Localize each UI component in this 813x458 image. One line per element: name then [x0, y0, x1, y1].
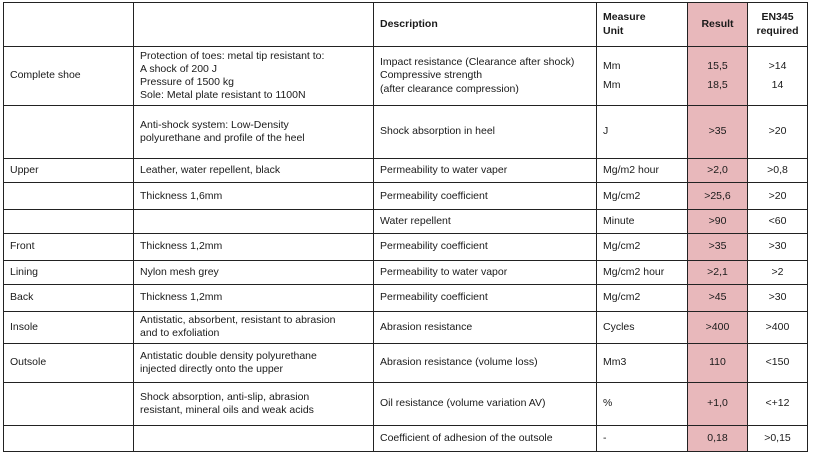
- spec-cell: [134, 209, 374, 233]
- header-measure-unit: [597, 3, 688, 47]
- spec-cell: [134, 311, 374, 344]
- result-cell-line: >90: [708, 214, 727, 227]
- header-measure-unit-line2: Unit: [603, 24, 624, 37]
- result-cell: [688, 234, 748, 260]
- required-cell: [748, 311, 808, 344]
- unit-cell: [597, 106, 688, 159]
- unit-cell: [597, 382, 688, 425]
- result-cell-line: >400: [705, 320, 730, 333]
- description-cell-line: Coefficient of adhesion of the outsole: [380, 431, 553, 444]
- part-cell: Upper: [4, 158, 134, 182]
- result-cell-line: +1,0: [707, 397, 728, 410]
- required-cell: [748, 234, 808, 260]
- required-cell-line: >30: [768, 291, 787, 304]
- result-cell: [688, 106, 748, 159]
- required-cell: [748, 209, 808, 233]
- description-cell: [374, 344, 597, 383]
- spec-cell-line: A shock of 200 J: [140, 62, 218, 75]
- part-cell: [4, 106, 134, 159]
- required-cell: [748, 425, 808, 452]
- table-row: [4, 311, 808, 344]
- result-cell-line: >25,6: [704, 189, 731, 202]
- required-cell: [748, 260, 808, 284]
- spec-cell-line: Antistatic, absorbent, resistant to abrasion: [140, 314, 336, 327]
- description-cell: [374, 183, 597, 209]
- part-cell: Back: [4, 285, 134, 311]
- spec-cell: [134, 234, 374, 260]
- result-cell-line: 0,18: [707, 431, 728, 444]
- spec-cell: [134, 106, 374, 159]
- table-row: [4, 260, 808, 284]
- result-cell-line: >2,0: [707, 164, 728, 177]
- safety-shoe-spec-table: [3, 2, 808, 452]
- result-cell-line: 110: [709, 356, 726, 369]
- description-cell-line: Permeability to water vapor: [380, 265, 508, 278]
- part-cell: [4, 209, 134, 233]
- required-cell: [748, 344, 808, 383]
- spec-cell: [134, 183, 374, 209]
- description-cell-line: Impact resistance (Clearance after shock): [380, 56, 575, 69]
- spec-cell-line: Thickness 1,6mm: [140, 189, 223, 202]
- part-cell: [4, 183, 134, 209]
- unit-cell-line: Mg/cm2: [603, 291, 641, 304]
- result-cell: [688, 425, 748, 452]
- spec-cell: [134, 47, 374, 106]
- header-measure-unit-line1: Measure: [603, 11, 646, 24]
- unit-cell: [597, 209, 688, 233]
- description-cell-line: Abrasion resistance: [380, 320, 473, 333]
- required-cell-line: >0,15: [764, 431, 791, 444]
- unit-cell: [597, 344, 688, 383]
- result-cell: [688, 344, 748, 383]
- spec-cell-line: Protection of toes: metal tip resistant to:: [140, 49, 325, 62]
- spec-cell-line: Pressure of 1500 kg: [140, 76, 234, 88]
- header-spec: [134, 3, 374, 47]
- spec-cell-line: Thickness 1,2mm: [140, 240, 223, 253]
- description-cell-line: Permeability coefficient: [380, 291, 488, 304]
- description-cell: [374, 47, 597, 106]
- description-cell-line: (after clearance compression): [380, 82, 519, 95]
- result-cell: [688, 311, 748, 344]
- result-cell-line: >45: [708, 291, 727, 304]
- result-cell-line: >2,1: [707, 265, 728, 278]
- spec-cell-line: Thickness 1,2mm: [140, 291, 223, 304]
- spec-cell-line: resistant, mineral oils and weak acids: [140, 403, 314, 416]
- header-en345-line2: required: [756, 24, 799, 37]
- unit-cell: [597, 285, 688, 311]
- required-cell: [748, 183, 808, 209]
- spec-cell-line: injected directly onto the upper: [140, 362, 284, 375]
- table-body: [4, 47, 808, 452]
- unit-cell: [597, 260, 688, 284]
- table-row: [4, 209, 808, 233]
- result-cell: [688, 158, 748, 182]
- description-cell-line: Compressive strength: [380, 69, 483, 82]
- required-cell-line: 14: [771, 79, 784, 91]
- required-cell: [748, 47, 808, 106]
- required-cell-line: <60: [768, 214, 787, 227]
- unit-cell-line: Mm: [603, 79, 621, 91]
- unit-cell-line: Mg/m2 hour: [603, 164, 660, 177]
- part-cell: [4, 425, 134, 452]
- header-part: [4, 3, 134, 47]
- unit-cell-line: Mm: [603, 59, 621, 72]
- description-cell: [374, 158, 597, 182]
- header-result: Result: [688, 3, 748, 47]
- description-cell: [374, 209, 597, 233]
- result-cell: [688, 260, 748, 284]
- unit-cell-line: J: [603, 125, 609, 138]
- result-cell: [688, 382, 748, 425]
- description-cell-line: Oil resistance (volume variation AV): [380, 397, 546, 410]
- unit-cell: [597, 183, 688, 209]
- description-cell: [374, 285, 597, 311]
- required-cell: [748, 285, 808, 311]
- result-cell: [688, 183, 748, 209]
- spec-cell-line: Leather, water repellent, black: [140, 164, 281, 177]
- spec-cell: [134, 425, 374, 452]
- unit-cell-line: Mg/cm2 hour: [603, 265, 665, 278]
- required-cell-line: >14: [768, 59, 787, 72]
- description-cell: [374, 425, 597, 452]
- description-cell: [374, 382, 597, 425]
- unit-cell: [597, 311, 688, 344]
- unit-cell-line: Mm3: [603, 356, 627, 369]
- spec-cell-line: Anti-shock system: Low-Density: [140, 118, 289, 131]
- header-description: Description: [374, 3, 597, 47]
- unit-cell-line: Minute: [603, 214, 635, 227]
- spec-table-container: [3, 2, 807, 452]
- table-row: [4, 47, 808, 106]
- result-cell-line: >35: [708, 240, 727, 253]
- description-cell-line: Permeability to water vaper: [380, 164, 508, 177]
- required-cell-line: >0,8: [767, 164, 788, 177]
- unit-cell: [597, 47, 688, 106]
- description-cell-line: Permeability coefficient: [380, 240, 488, 253]
- required-cell: [748, 106, 808, 159]
- table-row: [4, 183, 808, 209]
- part-cell: Lining: [4, 260, 134, 284]
- table-row: [4, 382, 808, 425]
- table-row: [4, 285, 808, 311]
- required-cell: [748, 382, 808, 425]
- spec-cell: [134, 344, 374, 383]
- part-cell: Complete shoe: [4, 47, 134, 106]
- spec-cell-line: Shock absorption, anti-slip, abrasion: [140, 390, 310, 403]
- required-cell-line: >2: [771, 265, 784, 278]
- table-row: [4, 158, 808, 182]
- spec-cell-line: and to exfoliation: [140, 327, 220, 340]
- table-row: [4, 425, 808, 452]
- description-cell: [374, 234, 597, 260]
- required-cell-line: >20: [768, 189, 787, 202]
- result-cell-line: 18,5: [707, 79, 728, 91]
- spec-cell-line: Antistatic double density polyurethane: [140, 349, 317, 362]
- table-row: [4, 106, 808, 159]
- header-en345-line1: EN345: [761, 11, 794, 24]
- table-row: [4, 234, 808, 260]
- description-cell-line: Abrasion resistance (volume loss): [380, 356, 538, 369]
- description-cell-line: Shock absorption in heel: [380, 125, 495, 138]
- result-cell: [688, 209, 748, 233]
- unit-cell-line: Mg/cm2: [603, 189, 641, 202]
- required-cell-line: <150: [765, 356, 790, 369]
- header-en345-required: [748, 3, 808, 47]
- unit-cell-line: Cycles: [603, 320, 635, 333]
- description-cell: [374, 106, 597, 159]
- unit-cell-line: Mg/cm2: [603, 240, 641, 253]
- required-cell: [748, 158, 808, 182]
- unit-cell: [597, 425, 688, 452]
- required-cell-line: >400: [765, 320, 790, 333]
- spec-cell: [134, 158, 374, 182]
- spec-cell-line: Nylon mesh grey: [140, 265, 219, 278]
- description-cell-line: Permeability coefficient: [380, 189, 488, 202]
- result-cell-line: 15,5: [707, 59, 728, 72]
- required-cell-line: >20: [768, 125, 787, 138]
- required-cell-line: >30: [768, 240, 787, 253]
- part-cell: [4, 382, 134, 425]
- description-cell-line: Water repellent: [380, 214, 451, 227]
- spec-cell-line: Sole: Metal plate resistant to 1100N: [140, 89, 306, 102]
- description-cell: [374, 260, 597, 284]
- part-cell: Insole: [4, 311, 134, 344]
- table-row: [4, 344, 808, 383]
- description-cell: [374, 311, 597, 344]
- result-cell: [688, 47, 748, 106]
- part-cell: Front: [4, 234, 134, 260]
- spec-cell: [134, 260, 374, 284]
- part-cell: Outsole: [4, 344, 134, 383]
- required-cell-line: <+12: [765, 397, 790, 410]
- spec-cell: [134, 382, 374, 425]
- header-row: [4, 3, 808, 47]
- spec-cell: [134, 285, 374, 311]
- unit-cell-line: -: [603, 431, 607, 444]
- spec-cell-line: polyurethane and profile of the heel: [140, 131, 305, 144]
- unit-cell: [597, 158, 688, 182]
- unit-cell: [597, 234, 688, 260]
- result-cell-line: >35: [708, 125, 727, 138]
- result-cell: [688, 285, 748, 311]
- unit-cell-line: %: [603, 397, 613, 410]
